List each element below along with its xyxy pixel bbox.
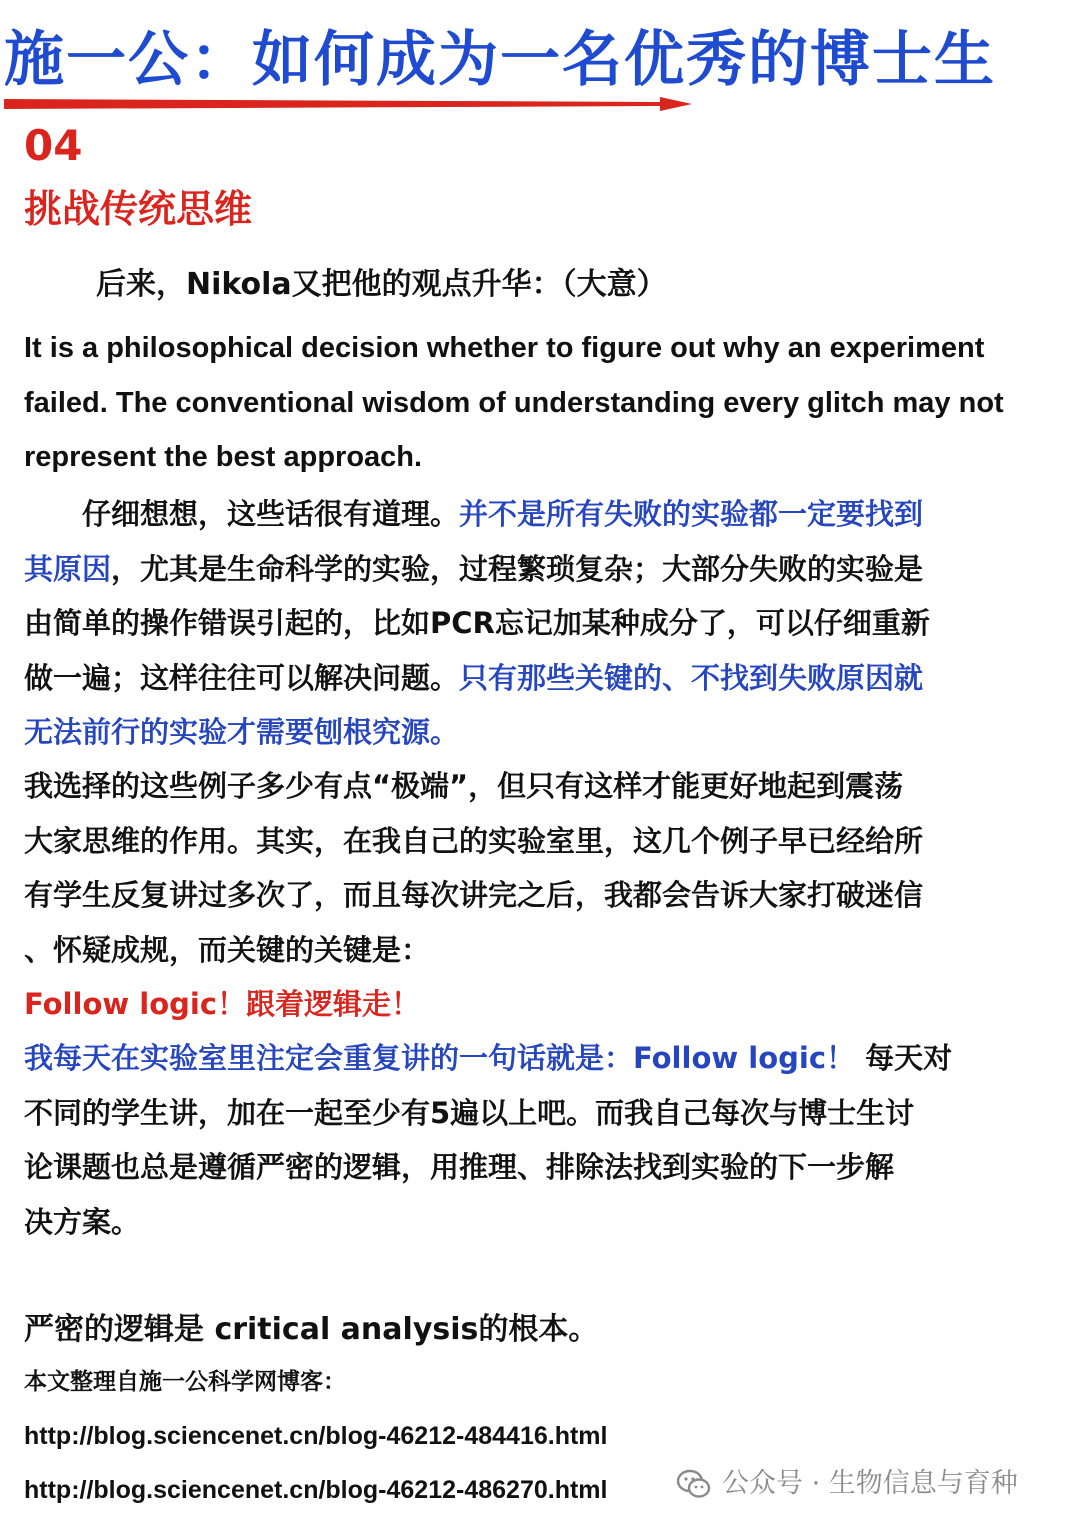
conclusion-text: 严密的逻辑是 critical analysis的根本。 (24, 1312, 599, 1347)
quote-line: failed. The conventional wisdom of understanding every glitch may not (24, 386, 1004, 419)
paragraph-examples (24, 759, 1064, 977)
highlight-text: 其原因 (24, 551, 112, 586)
text-run: 做一遍；这样往往可以解决问题。 (24, 660, 460, 695)
text-run: 每天对 (855, 1041, 953, 1075)
title-underline-arrow (0, 93, 700, 115)
source-url-link[interactable]: http://blog.sciencenet.cn/blog-46212-484416.html (24, 1422, 608, 1450)
paragraph-analysis (24, 487, 1064, 760)
text-line: 决方案。 (24, 1204, 141, 1239)
text-line: 论课题也总是遵循严密的逻辑，用推理、排除法找到实验的下一步解 (24, 1150, 895, 1184)
highlight-text: 我每天在实验室里注定会重复讲的一句话就是：Follow logic！ (24, 1041, 856, 1075)
text-line: 不同的学生讲，加在一起至少有5遍以上吧。而我自己每次与博士生讨 (24, 1095, 915, 1130)
quote-line: represent the best approach. (24, 441, 423, 473)
section-title: 挑战传统思维 (24, 187, 253, 231)
paragraph-follow-logic (24, 1031, 1064, 1249)
source-label: 本文整理自施一公科学网博客： (24, 1369, 346, 1395)
source-url-link[interactable]: http://blog.sciencenet.cn/blog-46212-486270.html (24, 1476, 608, 1504)
page-title: 施一公：如何成为一名优秀的博士生 (4, 25, 996, 95)
watermark (676, 1464, 1018, 1504)
quote-line: It is a philosophical decision whether to figure out why an experiment (24, 332, 985, 364)
watermark-text: 公众号 · 生物信息与育种 (722, 1468, 1018, 1499)
highlight-text: 只有那些关键的、不找到失败原因就 (459, 660, 924, 695)
highlight-text: 并不是所有失败的实验都一定要找到 (459, 497, 924, 531)
intro-text: 后来，Nikola又把他的观点升华：（大意） (96, 267, 667, 302)
text-run: ，尤其是生命科学的实验，过程繁琐复杂；大部分失败的实验是 (111, 551, 924, 586)
highlight-text: 无法前行的实验才需要刨根究源。 (24, 715, 460, 749)
text-line: 大家思维的作用。其实，在我自己的实验室里，这几个例子早已经给所 (24, 823, 924, 858)
text-line: 我选择的这些例子多少有点“极端”，但只有这样才能更好地起到震荡 (24, 769, 904, 803)
wechat-icon (676, 1469, 712, 1499)
quote-block (24, 321, 1064, 485)
section-number: 04 (24, 121, 83, 170)
text-line: 有学生反复讲过多次了，而且每次讲完之后，我都会告诉大家打破迷信 (24, 878, 924, 912)
follow-logic-heading: Follow logic！跟着逻辑走！ (24, 987, 421, 1021)
text-line: 、怀疑成规，而关键的关键是： (24, 932, 431, 967)
text-line: 由简单的操作错误引起的，比如PCR忘记加某种成分了，可以仔细重新 (24, 606, 930, 640)
text-run: 仔细想想，这些话很有道理。 (24, 497, 460, 531)
